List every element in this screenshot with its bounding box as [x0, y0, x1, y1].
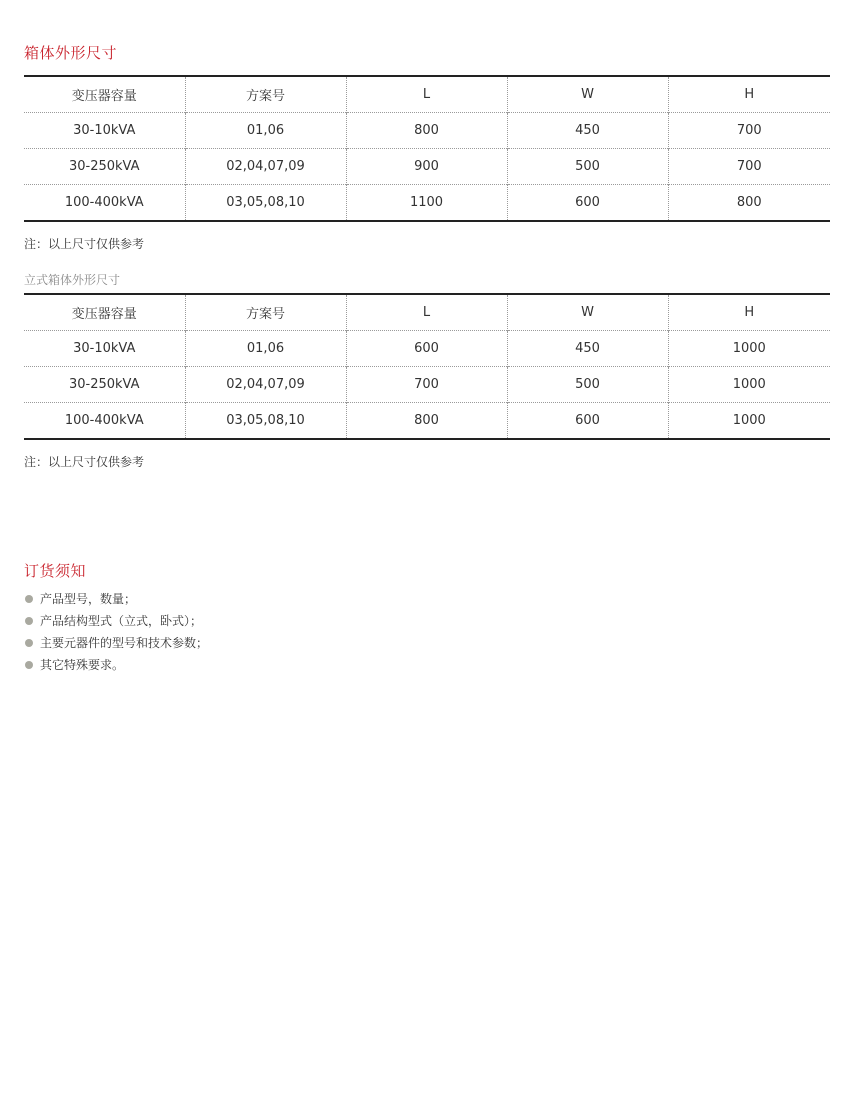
cell-scheme: 02,04,07,09 [185, 149, 346, 185]
header-w: W [507, 76, 668, 113]
bullet-dot-icon [25, 661, 33, 669]
cell-l: 700 [346, 367, 507, 403]
cell-capacity: 30-250kVA [24, 149, 185, 185]
header-h: H [668, 76, 830, 113]
vertical-enclosure-dimensions-table [24, 293, 830, 440]
list-item-text: 主要元器件的型号和技术参数； [40, 636, 209, 650]
cell-scheme: 03,05,08,10 [185, 403, 346, 440]
cell-h: 700 [668, 113, 830, 149]
cell-w: 500 [507, 367, 668, 403]
cell-w: 500 [507, 149, 668, 185]
cell-capacity: 30-250kVA [24, 367, 185, 403]
cell-capacity: 30-10kVA [24, 113, 185, 149]
bullet-dot-icon [25, 639, 33, 647]
header-h: H [668, 294, 830, 331]
table-row [24, 331, 830, 367]
cell-capacity: 30-10kVA [24, 331, 185, 367]
cell-h: 1000 [668, 403, 830, 440]
bullet-dot-icon [25, 595, 33, 603]
cell-l: 600 [346, 331, 507, 367]
header-l: L [346, 76, 507, 113]
cell-w: 600 [507, 403, 668, 440]
table-header-row [24, 76, 830, 113]
cell-w: 450 [507, 113, 668, 149]
cell-scheme: 02,04,07,09 [185, 367, 346, 403]
cell-capacity: 100-400kVA [24, 185, 185, 222]
cell-h: 1000 [668, 367, 830, 403]
table-row [24, 403, 830, 440]
list-item [24, 632, 208, 654]
list-item-text: 产品结构型式（立式，卧式）； [40, 614, 203, 628]
cell-scheme: 01,06 [185, 113, 346, 149]
vertical-enclosure-note: 注：以上尺寸仅供参考 [24, 455, 145, 469]
header-scheme: 方案号 [185, 294, 346, 331]
table-header-row [24, 294, 830, 331]
cell-h: 700 [668, 149, 830, 185]
cell-capacity: 100-400kVA [24, 403, 185, 440]
cell-l: 900 [346, 149, 507, 185]
table-row [24, 113, 830, 149]
cell-h: 1000 [668, 331, 830, 367]
enclosure-dimensions-table [24, 75, 830, 222]
table-row [24, 185, 830, 222]
enclosure-dimensions-title: 箱体外形尺寸 [24, 44, 118, 62]
header-w: W [507, 294, 668, 331]
table-row [24, 367, 830, 403]
cell-scheme: 03,05,08,10 [185, 185, 346, 222]
header-capacity: 变压器容量 [71, 307, 137, 322]
header-scheme: 方案号 [185, 76, 346, 113]
enclosure-note: 注：以上尺寸仅供参考 [24, 237, 145, 251]
cell-w: 450 [507, 331, 668, 367]
ordering-list [24, 588, 208, 676]
cell-h: 800 [668, 185, 830, 222]
cell-w: 600 [507, 185, 668, 222]
list-item [24, 610, 208, 632]
list-item-text: 产品型号，数量； [40, 592, 137, 606]
cell-scheme: 01,06 [185, 331, 346, 367]
header-capacity: 变压器容量 [71, 89, 137, 104]
cell-l: 800 [346, 403, 507, 440]
header-l: L [346, 294, 507, 331]
list-item-text: 其它特殊要求。 [40, 658, 125, 672]
bullet-dot-icon [25, 617, 33, 625]
cell-l: 1100 [346, 185, 507, 222]
ordering-notes-title: 订货须知 [24, 562, 87, 580]
vertical-enclosure-dimensions-title: 立式箱体外形尺寸 [24, 273, 121, 287]
list-item [24, 588, 208, 610]
cell-l: 800 [346, 113, 507, 149]
list-item [24, 654, 208, 676]
table-row [24, 149, 830, 185]
